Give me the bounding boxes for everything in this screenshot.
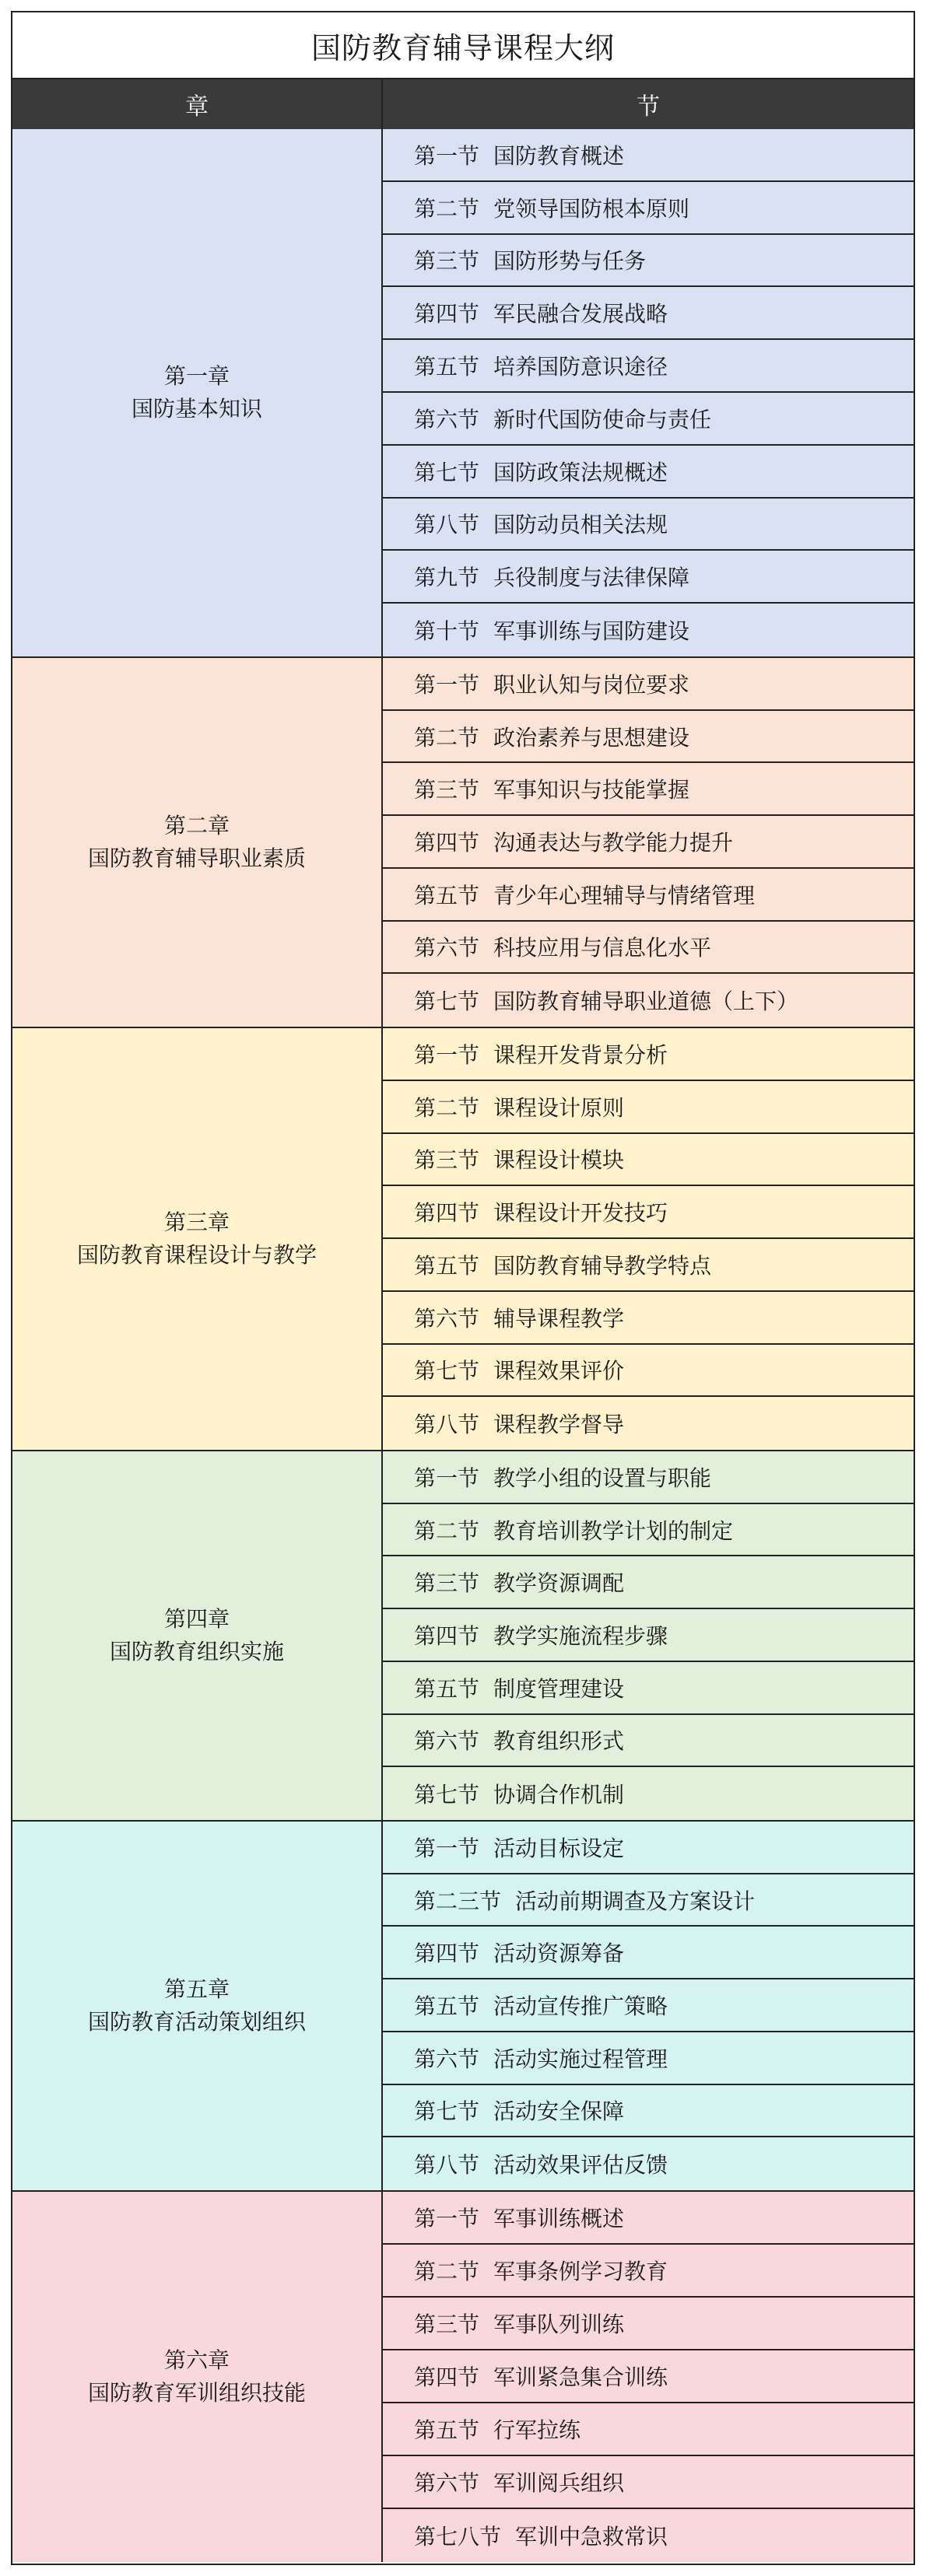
section-title: 课程教学督导	[493, 1412, 625, 1438]
section-row	[383, 2245, 914, 2298]
section-number: 第六节	[414, 1728, 480, 1755]
section-number: 第五节	[414, 882, 480, 908]
section-number: 第七节	[414, 1358, 480, 1384]
section-title: 国防动员相关法规	[493, 512, 668, 538]
section-title: 军事知识与技能掌握	[493, 777, 690, 803]
section-title: 国防教育概述	[493, 142, 625, 169]
section-title: 国防教育辅导教学特点	[493, 1252, 712, 1279]
section-number: 第七八节	[414, 2524, 502, 2550]
section-row	[383, 446, 914, 499]
section-number: 第四节	[414, 830, 480, 856]
section-row	[383, 2192, 914, 2245]
section-title: 课程开发背景分析	[493, 1041, 668, 1068]
section-title: 新时代国防使命与责任	[493, 406, 712, 432]
section-title: 课程设计开发技巧	[493, 1200, 668, 1227]
chapter-cell	[12, 129, 383, 656]
section-title: 课程设计原则	[493, 1094, 625, 1121]
header-section: 节	[637, 93, 660, 121]
section-row	[383, 658, 914, 711]
section-number: 第二节	[414, 1094, 480, 1121]
section-row	[383, 816, 914, 869]
section-row	[383, 551, 914, 604]
section-row	[383, 1134, 914, 1187]
syllabus-table	[11, 11, 915, 2565]
section-title: 教学资源调配	[493, 1570, 625, 1597]
section-list	[383, 129, 914, 656]
section-row	[383, 1767, 914, 1820]
section-row	[383, 1979, 914, 2032]
section-number: 第十节	[414, 618, 480, 645]
section-row	[383, 2350, 914, 2403]
section-row	[383, 2137, 914, 2190]
section-number: 第一节	[414, 1465, 480, 1491]
section-title: 政治素养与思想建设	[493, 724, 690, 751]
section-list	[383, 2192, 914, 2562]
section-row	[383, 1822, 914, 1874]
section-title: 国防政策法规概述	[493, 459, 668, 485]
section-title: 军事队列训练	[493, 2312, 625, 2337]
section-number: 第八节	[414, 1412, 480, 1438]
section-title: 党领导国防根本原则	[493, 195, 690, 222]
section-title: 军训紧急集合训练	[493, 2364, 668, 2390]
chapter-cell	[12, 1822, 383, 2190]
section-row	[383, 974, 914, 1027]
section-row	[383, 235, 914, 288]
section-number: 第三节	[414, 2312, 480, 2337]
section-number: 第四节	[414, 2364, 480, 2390]
section-title: 培养国防意识途径	[493, 354, 668, 380]
section-title: 沟通表达与教学能力提升	[493, 830, 734, 856]
section-row	[383, 287, 914, 340]
section-row	[383, 1397, 914, 1450]
section-row	[383, 1186, 914, 1239]
section-row	[383, 2403, 914, 2456]
chapter-cell	[12, 2192, 383, 2562]
section-title: 兵役制度与法律保障	[493, 565, 690, 591]
chapter-name: 国防教育组织实施	[109, 1639, 284, 1664]
section-number: 第七节	[414, 2098, 480, 2125]
section-number: 第三节	[414, 1147, 480, 1174]
section-row	[383, 340, 914, 393]
section-row	[383, 1081, 914, 1134]
section-number: 第三节	[414, 1570, 480, 1597]
section-number: 第五节	[414, 1993, 480, 2020]
section-row	[383, 2456, 914, 2509]
section-title: 课程设计模块	[493, 1147, 625, 1174]
chapter-block	[12, 1451, 914, 1822]
section-title: 国防教育辅导职业道德（上下）	[493, 989, 799, 1015]
chapter-block	[12, 2192, 914, 2562]
chapter-block	[12, 1822, 914, 2192]
section-list	[383, 1028, 914, 1450]
section-row	[383, 763, 914, 816]
section-number: 第五节	[414, 1675, 480, 1702]
section-row	[383, 1556, 914, 1609]
section-row	[383, 129, 914, 182]
section-title: 科技应用与信息化水平	[493, 935, 712, 961]
section-number: 第八节	[414, 2152, 480, 2179]
section-row	[383, 1927, 914, 1979]
section-title: 军训中急救常识	[515, 2524, 668, 2550]
section-number: 第九节	[414, 565, 480, 591]
section-row	[383, 1451, 914, 1504]
section-number: 第一节	[414, 142, 480, 169]
section-number: 第四节	[414, 1623, 480, 1650]
section-row	[383, 1239, 914, 1292]
section-title: 活动安全保障	[493, 2098, 625, 2125]
section-title: 国防形势与任务	[493, 248, 647, 275]
chapter-name: 国防教育军训组织技能	[87, 2380, 306, 2406]
chapter-cell	[12, 658, 383, 1027]
section-row	[383, 711, 914, 764]
section-row	[383, 1609, 914, 1662]
section-title: 教育组织形式	[493, 1728, 625, 1755]
chapter-cell	[12, 1028, 383, 1450]
section-number: 第一节	[414, 1041, 480, 1068]
section-number: 第二节	[414, 1517, 480, 1544]
chapter-block	[12, 1028, 914, 1451]
chapter-label: 第一章	[163, 363, 230, 389]
chapter-name: 国防教育活动策划组织	[87, 2009, 306, 2035]
section-number: 第三节	[414, 248, 480, 275]
section-number: 第六节	[414, 406, 480, 432]
section-number: 第二三节	[414, 1888, 502, 1914]
section-title: 军训阅兵组织	[493, 2470, 625, 2496]
section-number: 第一节	[414, 671, 480, 698]
section-row	[383, 2085, 914, 2138]
chapter-label: 第三章	[163, 1209, 230, 1235]
section-row	[383, 1345, 914, 1398]
section-number: 第五节	[414, 2417, 480, 2443]
section-row	[383, 2032, 914, 2085]
section-number: 第七节	[414, 1782, 480, 1808]
section-row	[383, 604, 914, 656]
section-number: 第二节	[414, 724, 480, 751]
section-number: 第三节	[414, 777, 480, 803]
section-title: 行军拉练	[493, 2417, 581, 2443]
section-title: 活动前期调查及方案设计	[515, 1888, 756, 1914]
section-number: 第四节	[414, 301, 480, 327]
section-row	[383, 499, 914, 551]
section-row	[383, 182, 914, 235]
chapter-name: 国防教育课程设计与教学	[76, 1242, 317, 1268]
section-title: 教育培训教学计划的制定	[493, 1517, 734, 1544]
section-title: 教学实施流程步骤	[493, 1623, 668, 1650]
section-number: 第四节	[414, 1941, 480, 1967]
section-title: 活动实施过程管理	[493, 2046, 668, 2072]
chapter-name: 国防教育辅导职业素质	[87, 845, 306, 871]
section-row	[383, 922, 914, 975]
section-row	[383, 1715, 914, 1768]
section-list	[383, 1822, 914, 2190]
section-number: 第八节	[414, 512, 480, 538]
chapter-label: 第六章	[163, 2347, 230, 2373]
chapter-label: 第四章	[163, 1606, 230, 1632]
chapter-name: 国防基本知识	[131, 396, 262, 422]
section-number: 第四节	[414, 1200, 480, 1227]
section-title: 活动目标设定	[493, 1835, 625, 1861]
section-row	[383, 2509, 914, 2562]
section-number: 第一节	[414, 1835, 480, 1861]
section-row	[383, 1292, 914, 1345]
section-row	[383, 1028, 914, 1081]
section-title: 活动效果评估反馈	[493, 2152, 668, 2179]
section-number: 第五节	[414, 1252, 480, 1279]
section-title: 军事条例学习教育	[493, 2259, 668, 2284]
section-row	[383, 869, 914, 922]
section-title: 军民融合发展战略	[493, 301, 668, 327]
section-row	[383, 1874, 914, 1927]
section-number: 第二节	[414, 195, 480, 222]
section-number: 第一节	[414, 2206, 480, 2231]
section-title: 青少年心理辅导与情绪管理	[493, 882, 756, 908]
section-title: 制度管理建设	[493, 1675, 625, 1702]
section-title: 军事训练概述	[493, 2206, 625, 2231]
section-list	[383, 658, 914, 1027]
section-title: 活动资源筹备	[493, 1941, 625, 1967]
section-number: 第七节	[414, 989, 480, 1015]
section-row	[383, 1504, 914, 1557]
section-title: 活动宣传推广策略	[493, 1993, 668, 2020]
table-header	[12, 79, 914, 129]
section-number: 第六节	[414, 2470, 480, 2496]
chapter-label: 第五章	[163, 1976, 230, 2002]
section-row	[383, 2298, 914, 2350]
chapter-block	[12, 129, 914, 658]
header-chapter: 章	[12, 79, 383, 129]
section-number: 第五节	[414, 354, 480, 380]
page-title: 国防教育辅导课程大纲	[12, 12, 914, 79]
chapter-label: 第二章	[163, 813, 230, 838]
section-number: 第六节	[414, 935, 480, 961]
chapter-cell	[12, 1451, 383, 1820]
section-title: 教学小组的设置与职能	[493, 1465, 712, 1491]
section-list	[383, 1451, 914, 1820]
section-number: 第七节	[414, 459, 480, 485]
section-title: 协调合作机制	[493, 1782, 625, 1808]
section-row	[383, 393, 914, 446]
section-number: 第六节	[414, 2046, 480, 2072]
section-title: 辅导课程教学	[493, 1305, 625, 1332]
section-title: 课程效果评价	[493, 1358, 625, 1384]
chapter-block	[12, 658, 914, 1028]
section-number: 第二节	[414, 2259, 480, 2284]
section-number: 第六节	[414, 1305, 480, 1332]
section-title: 职业认知与岗位要求	[493, 671, 690, 698]
section-title: 军事训练与国防建设	[493, 618, 690, 645]
section-row	[383, 1662, 914, 1715]
